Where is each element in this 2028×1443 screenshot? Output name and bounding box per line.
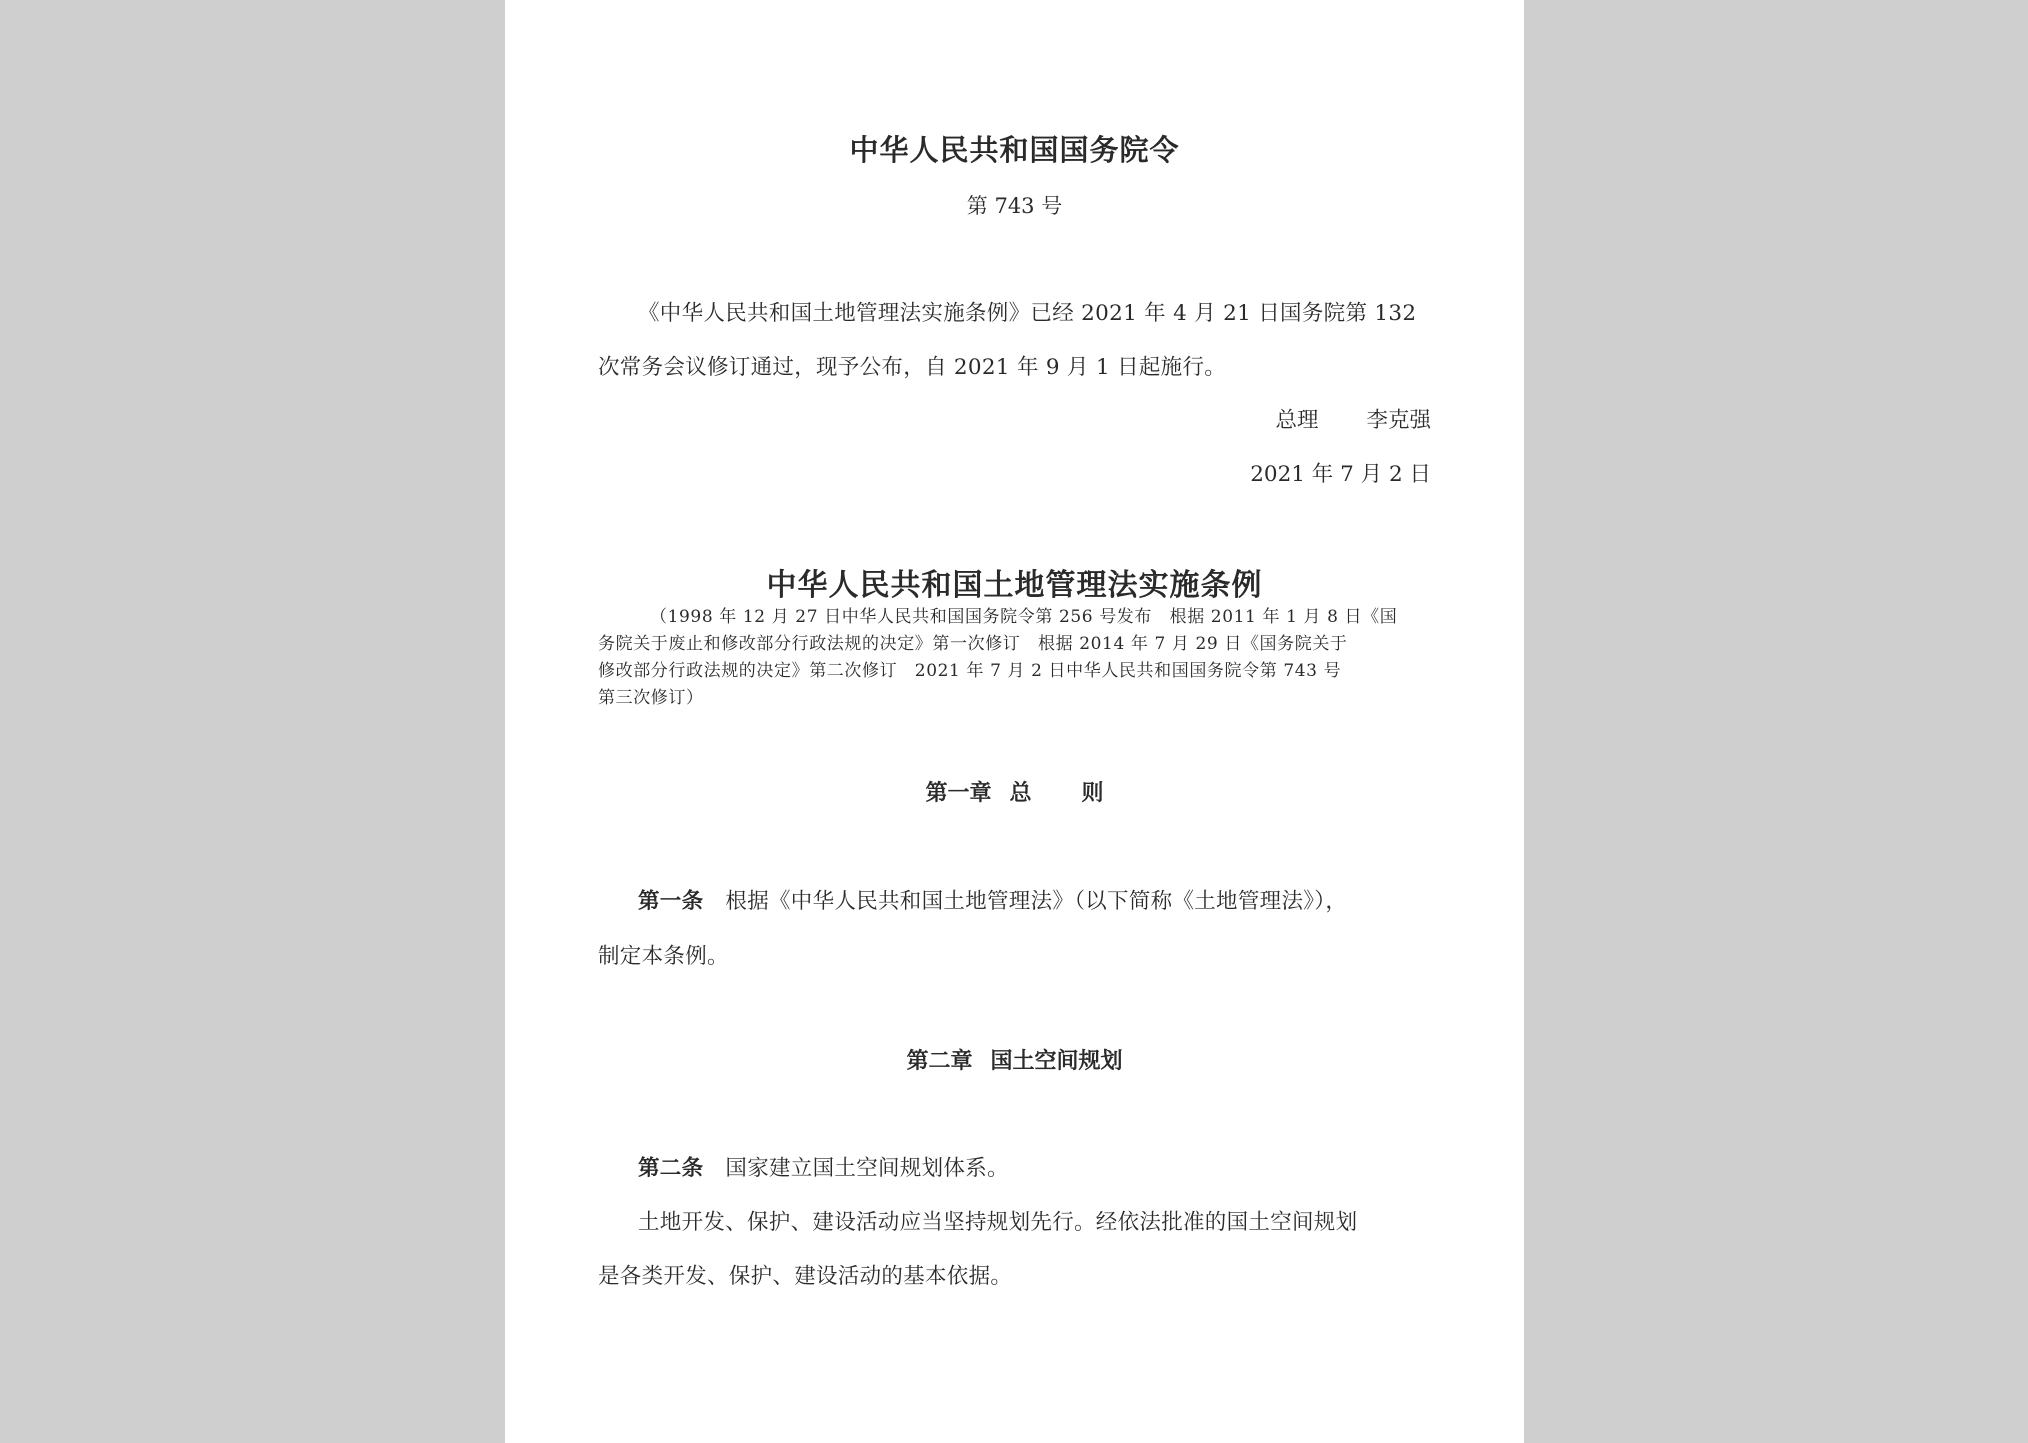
order-number: 第 743 号: [966, 194, 1063, 218]
chapter-1-title-part-1: 总: [1009, 780, 1032, 806]
chapter-2-heading: [505, 1044, 1524, 1075]
article-1-text: 根据《中华人民共和国土地管理法》（以下简称《土地管理法》），: [725, 889, 1348, 914]
revision-note-line: 务院关于废止和修改部分行政法规的决定》第一次修订 根据 2014 年 7 月 29 日《国务院关于: [598, 634, 1348, 654]
signer-name: 李克强: [1366, 408, 1431, 433]
article-1-line-1: [638, 884, 1347, 915]
chapter-1-title-part-2: 则: [1081, 780, 1104, 806]
chapter-1-heading: [505, 776, 1524, 807]
revision-note-line: 第三次修订）: [598, 688, 704, 708]
order-date: 2021 年 7 月 2 日: [1250, 462, 1431, 487]
order-title: 中华人民共和国国务院令: [849, 133, 1180, 167]
article-2-paragraph-2-line-1: 土地开发、保护、建设活动应当坚持规划先行。经依法批准的国土空间规划: [638, 1210, 1358, 1235]
revision-note-line: （1998 年 12 月 27 日中华人民共和国国务院令第 256 号发布 根据 2011 年 1 月 8 日《国: [650, 607, 1398, 627]
article-1-label: 第一条: [638, 889, 704, 914]
regulation-title: 中华人民共和国土地管理法实施条例: [766, 568, 1263, 603]
decree-text-line-1: 《中华人民共和国土地管理法实施条例》已经 2021 年 4 月 21 日国务院第 132: [638, 301, 1417, 326]
chapter-2-label: 第二章: [906, 1048, 973, 1074]
article-2-text: 国家建立国土空间规划体系。: [725, 1156, 1009, 1181]
document-page: [505, 0, 1524, 1443]
article-2-paragraph-2-line-2: 是各类开发、保护、建设活动的基本依据。: [598, 1264, 1013, 1289]
article-1-line-2: 制定本条例。: [598, 944, 729, 969]
signer-title: 总理: [1275, 408, 1319, 433]
revision-note: [598, 604, 1434, 712]
article-2-label: 第二条: [638, 1156, 704, 1181]
decree-text-line-2: 次常务会议修订通过，现予公布，自 2021 年 9 月 1 日起施行。: [598, 355, 1227, 380]
revision-note-line: 修改部分行政法规的决定》第二次修订 2021 年 7 月 2 日中华人民共和国国务院令第 743 号: [598, 661, 1342, 681]
chapter-2-title: 国土空间规划: [990, 1048, 1123, 1074]
article-2-line-1: [638, 1151, 1009, 1182]
signature-line: [1275, 403, 1431, 434]
chapter-1-label: 第一章: [925, 780, 992, 806]
